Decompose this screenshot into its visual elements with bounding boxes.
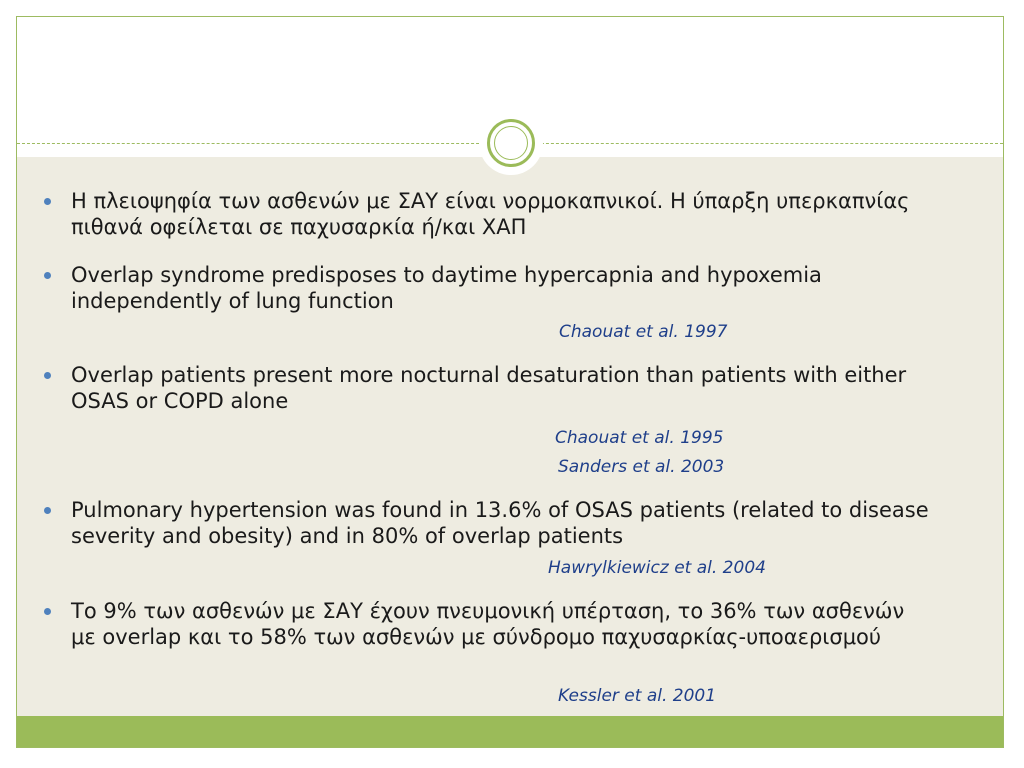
bullet-dot-icon <box>44 198 51 205</box>
bottom-bar <box>17 716 1003 748</box>
bullet-dot-icon <box>44 372 51 379</box>
bullet-dot-icon <box>44 272 51 279</box>
bullet-text: Overlap syndrome predisposes to daytime hypercapnia and hypoxemia independently of lung function <box>71 263 822 313</box>
circle-ornament-icon <box>479 111 543 175</box>
bullet-text: Overlap patients present more nocturnal desaturation than patients with either OSAS or COPD alone <box>71 363 907 413</box>
citation: Chaouat et al. 1997 <box>559 322 728 342</box>
circle-ornament-ring <box>487 119 535 167</box>
bullet-dot-icon <box>44 608 51 615</box>
citation: Sanders et al. 2003 <box>558 457 725 477</box>
bullet-dot-icon <box>44 507 51 514</box>
bullet-text: Η πλειοψηφία των ασθενών με ΣΑΥ είναι νορμοκαπνικοί. Η ύπαρξη υπερκαπνίας πιθανά οφείλεται σε παχυσαρκία ή/και ΧΑΠ <box>71 189 910 239</box>
citation: Hawrylkiewicz et al. 2004 <box>548 558 766 578</box>
bullet-text: Το 9% των ασθενών με ΣΑΥ έχουν πνευμονική υπέρταση, το 36% των ασθενών με overlap και το 58% των ασθενών με σύνδρομο παχυσαρκίας-υποαερισμού <box>71 599 905 649</box>
bullet-text: Pulmonary hypertension was found in 13.6% of OSAS patients (related to disease severity and obesity) and in 80% of overlap patients <box>71 498 929 548</box>
citation: Kessler et al. 2001 <box>558 686 717 706</box>
circle-ornament-inner <box>494 126 528 160</box>
citation: Chaouat et al. 1995 <box>555 428 724 448</box>
